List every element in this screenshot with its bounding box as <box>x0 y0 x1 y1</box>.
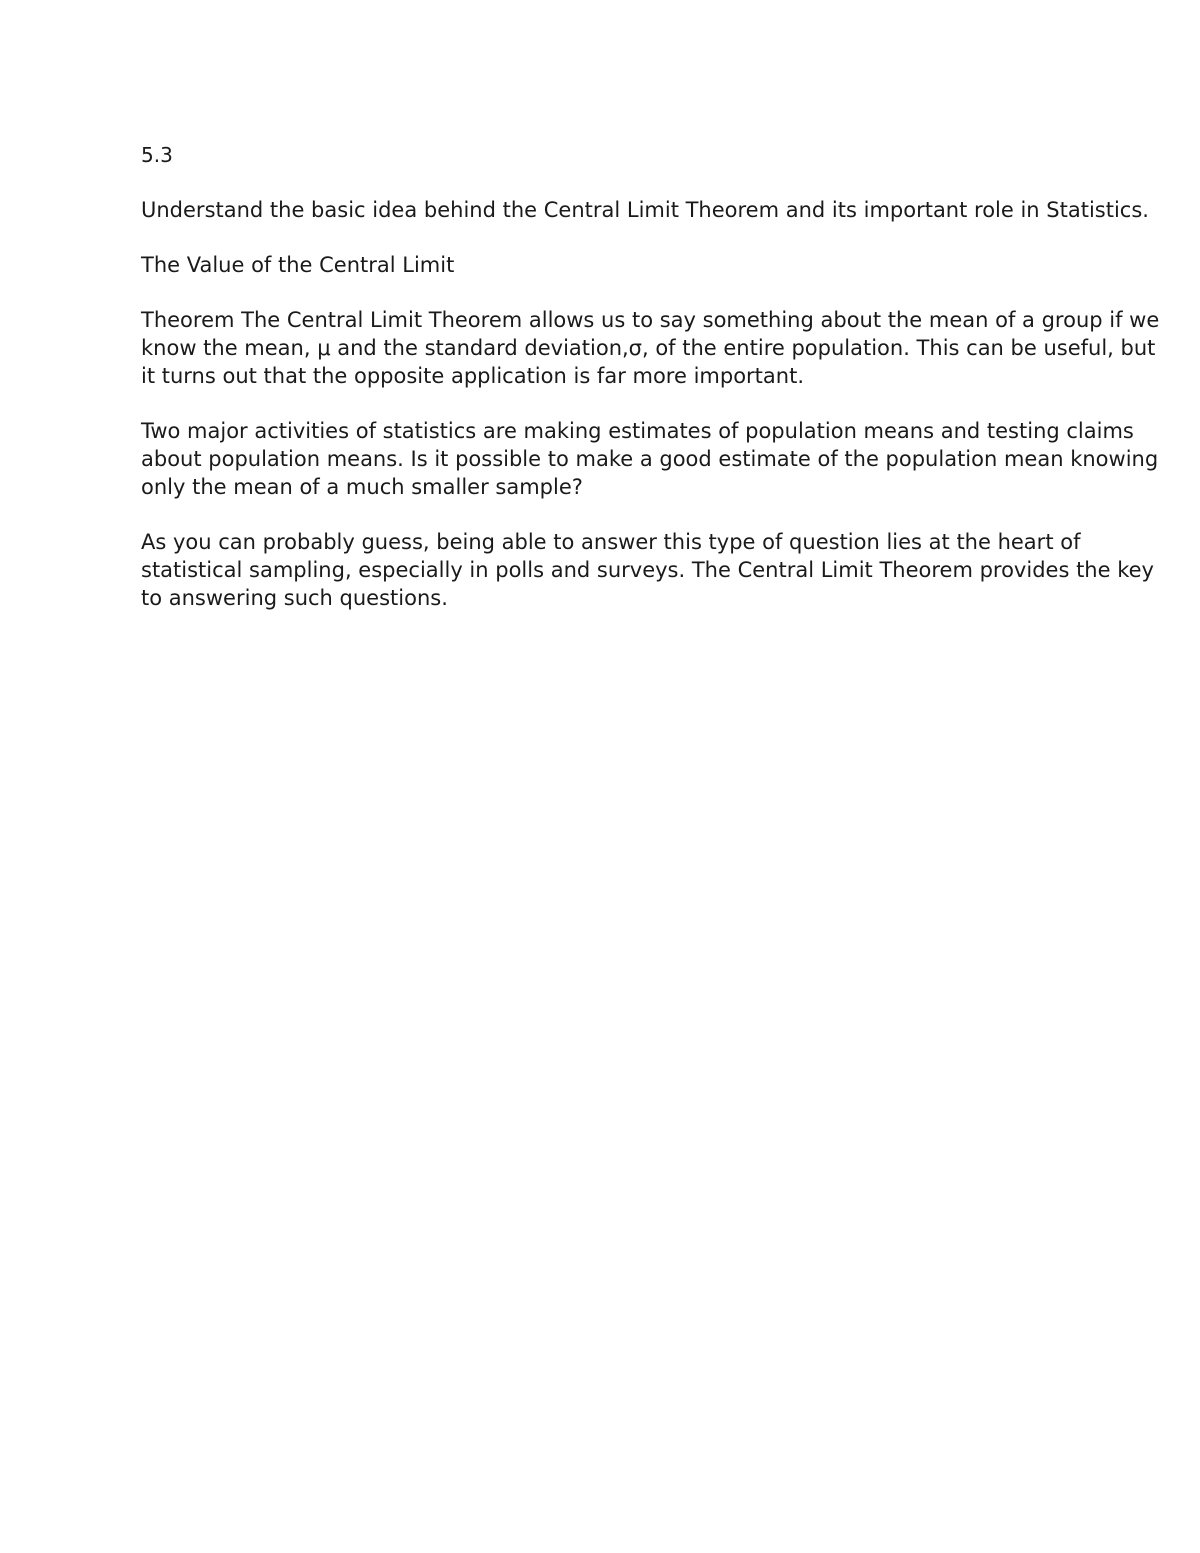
document-body <box>141 141 1166 639</box>
section-heading: The Value of the Central Limit <box>141 253 455 277</box>
learning-objective: Understand the basic idea behind the Central Limit Theorem and its important role in Statistics. <box>141 198 1149 222</box>
section-number: 5.3 <box>141 143 173 167</box>
paragraph-sampling: As you can probably guess, being able to answer this type of question lies at the heart of statistical sampling, especially in polls and surveys. The Central Limit Theorem provides the key to answering such questions. <box>141 530 1154 610</box>
paragraph-theorem: Theorem The Central Limit Theorem allows us to say something about the mean of a group if we know the mean, μ and the standard deviation,σ, of the entire population. This can be useful, but it turns out that the opposite application is far more important. <box>141 308 1160 388</box>
paragraph-activities: Two major activities of statistics are making estimates of population means and testing claims about population means. Is it possible to make a good estimate of the population mean knowing only the mean of a much smaller sample? <box>141 419 1159 499</box>
